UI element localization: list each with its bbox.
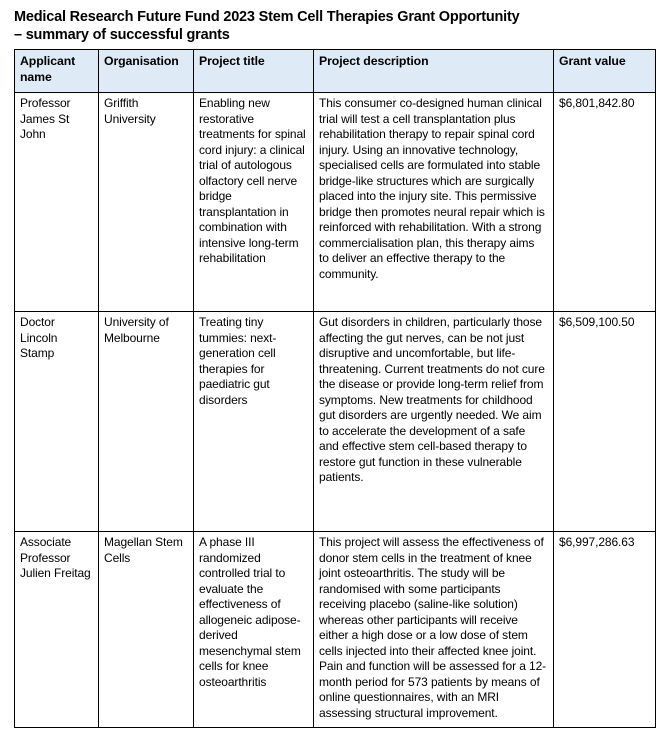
column-header-applicant-name: Applicant name [15,50,99,93]
cell-grant-value: $6,509,100.50 [554,312,656,532]
grants-table [14,49,656,728]
cell-project-title: Treating tiny tummies: next-generation cell therapies for paediatric gut disorders [194,312,314,532]
column-header-organisation: Organisation [99,50,194,93]
page-title [14,9,655,44]
table-row [15,93,656,312]
cell-project-description: Gut disorders in children, particularly those affecting the gut nerves, can be not just disruptive and uncomfortable, but life-threatening. Current treatments do not cure the disease or provide long-term relief from symptoms. New treatments for childhood gut disorders are urgently needed. We aim to accelerate the development of a safe and effective stem cell-based therapy to restore gut function in these vulnerable patients. [314,312,554,532]
cell-project-description: This project will assess the effectiveness of donor stem cells in the treatment of knee joint osteoarthritis. The study will be randomised with some participants receiving placebo (saline-like solution) whereas other participants will receive either a high dose or a low dose of stem cells injected into their affected knee joint. Pain and function will be assessed for a 12-month period for 573 patients by means of online questionnaires, with an MRI assessing structural improvement. [314,532,554,728]
cell-project-title: A phase III randomized controlled trial to evaluate the effectiveness of allogeneic adipose-derived mesenchymal stem cells for knee osteoarthritis [194,532,314,728]
cell-organisation: University of Melbourne [99,312,194,532]
column-header-project-title: Project title [194,50,314,93]
page-title-line2: – summary of successful grants [14,26,230,43]
cell-grant-value: $6,997,286.63 [554,532,656,728]
column-header-grant-value: Grant value [554,50,656,93]
cell-project-description: This consumer co-designed human clinical trial will test a cell transplantation plus rehabilitation therapy to repair spinal cord injury. Using an innovative technology, specialised cells are formulated into stable bridge-like structures which are surgically placed into the injury site. This permissive bridge then promotes neural repair which is reinforced with rehabilitation. With a strong commercialisation plan, this therapy aims to deliver an effective therapy to the community. [314,93,554,312]
cell-applicant: Doctor Lincoln Stamp [15,312,99,532]
cell-organisation: Magellan Stem Cells [99,532,194,728]
table-header-row [15,50,656,93]
page-title-line1: Medical Research Future Fund 2023 Stem Cell Therapies Grant Opportunity [14,9,520,25]
cell-applicant: Professor James St John [15,93,99,312]
cell-grant-value: $6,801,842.80 [554,93,656,312]
cell-applicant: Associate Professor Julien Freitag [15,532,99,728]
cell-organisation: Griffith University [99,93,194,312]
table-row [15,532,656,728]
column-header-project-description: Project description [314,50,554,93]
cell-project-title: Enabling new restorative treatments for spinal cord injury: a clinical trial of autologous olfactory cell nerve bridge transplantation in combination with intensive long-term rehabilitation [194,93,314,312]
table-row [15,312,656,532]
